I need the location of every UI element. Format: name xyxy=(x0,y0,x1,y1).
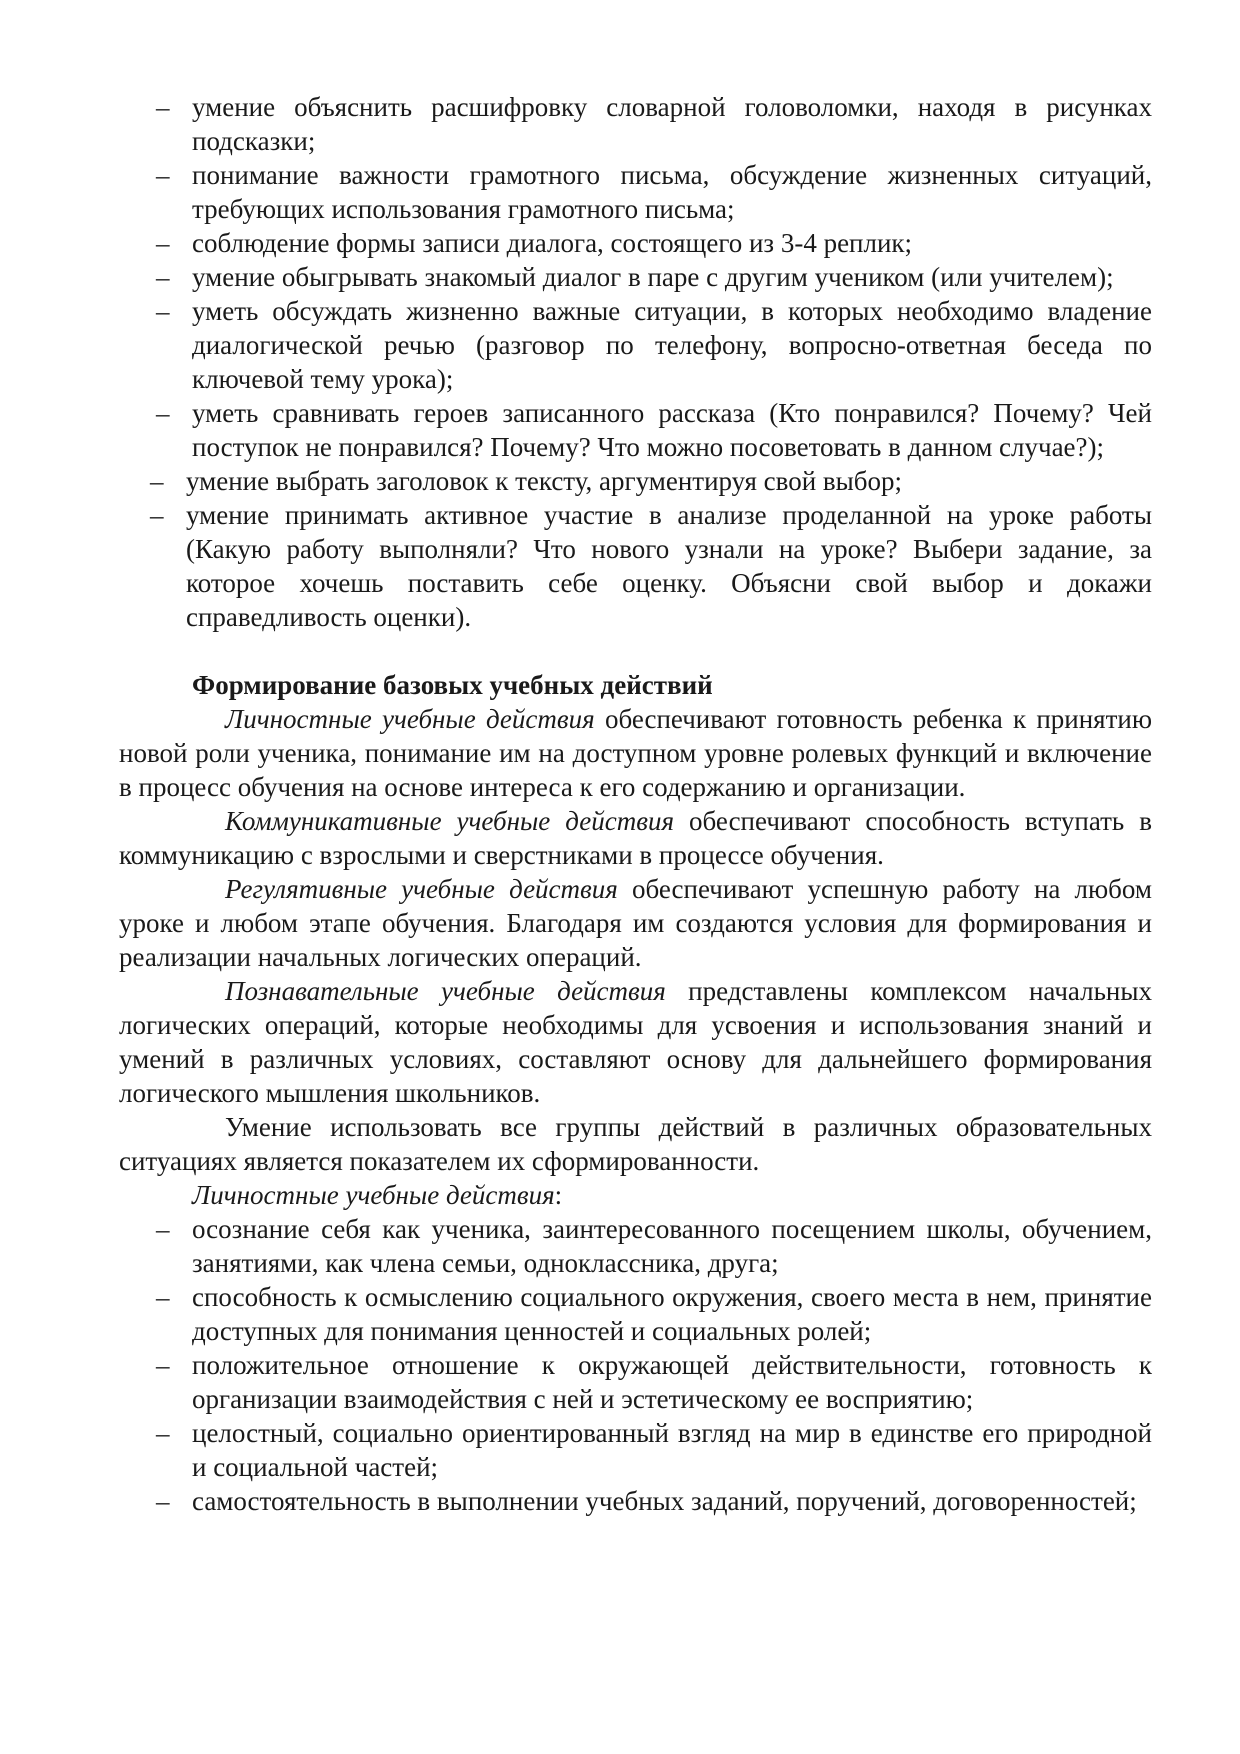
list-item xyxy=(119,396,1152,464)
paragraph-personal xyxy=(119,702,1152,804)
dash-marker: – xyxy=(156,1486,170,1516)
list-item-text: самостоятельность в выполнении учебных заданий, поручений, договоренностей; xyxy=(192,1486,1137,1516)
list-item xyxy=(119,464,1152,498)
list-item xyxy=(119,1280,1152,1348)
list-item xyxy=(119,498,1152,634)
paragraph-body: обеспечивают способность вступать в коммуникацию с взрослыми и сверстниками в процессе обучения. xyxy=(119,806,1153,870)
dash-marker: – xyxy=(156,296,170,326)
list-item xyxy=(119,1212,1152,1280)
paragraph-regulatory xyxy=(119,872,1152,974)
list-item-text: соблюдение формы записи диалога, состоящего из 3-4 реплик; xyxy=(192,228,913,258)
list-item-text: умение принимать активное участие в анализе проделанной на уроке работы (Какую работу выполняли? Что нового узнали на уроке? Выбери задание, за которое хочешь поставить себе оценку. Объясни свой выбор и докажи справедливость оценки). xyxy=(186,500,1152,632)
personal-actions-label-text: Личностные учебные действия xyxy=(192,1180,555,1210)
list-item xyxy=(119,260,1152,294)
paragraph-lead: Регулятивные учебные действия xyxy=(225,874,618,904)
dash-marker: – xyxy=(156,228,170,258)
list-item-text: уметь сравнивать героев записанного рассказа (Кто понравился? Почему? Чей поступок не понравился? Почему? Что можно посоветовать в данном случае?); xyxy=(192,398,1152,462)
dash-marker: – xyxy=(156,262,170,292)
dash-marker: – xyxy=(156,1418,170,1448)
personal-actions-colon: : xyxy=(554,1180,563,1210)
list-item-text: умение обыгрывать знакомый диалог в паре с другим учеником (или учителем); xyxy=(192,262,1114,292)
dash-marker: – xyxy=(156,160,170,190)
dash-marker: – xyxy=(150,466,164,496)
list-item xyxy=(119,1484,1152,1518)
paragraph-communicative xyxy=(119,804,1152,872)
dash-marker: – xyxy=(156,398,170,428)
list-item-text: уметь обсуждать жизненно важные ситуации, в которых необходимо владение диалогической речью (разговор по телефону, вопросно-ответная беседа по ключевой тему урока); xyxy=(192,296,1152,394)
list-item-text: способность к осмыслению социального окружения, своего места в нем, принятие доступных для понимания ценностей и социальных ролей; xyxy=(192,1282,1152,1346)
paragraph-body: Умение использовать все группы действий в различных образовательных ситуациях является показателем их сформированности. xyxy=(119,1112,1152,1176)
list-item-text: понимание важности грамотного письма, обсуждение жизненных ситуаций, требующих использования грамотного письма; xyxy=(192,160,1152,224)
dash-marker: – xyxy=(156,1282,170,1312)
paragraph-body: обеспечивают успешную работу на любом уроке и любом этапе обучения. Благодаря им создаются условия для формирования и реализации начальных логических операций. xyxy=(119,874,1152,972)
list-item xyxy=(119,158,1152,226)
list-item xyxy=(119,294,1152,396)
personal-actions-label xyxy=(119,1178,1152,1212)
personal-actions-list xyxy=(119,1212,1152,1518)
dash-marker: – xyxy=(156,1214,170,1244)
list-item-text: целостный, социально ориентированный взгляд на мир в единстве его природной и социальной частей; xyxy=(192,1418,1152,1482)
paragraph-cognitive xyxy=(119,974,1152,1110)
paragraph-body: представлены комплексом начальных логических операций, которые необходимы для усвоения и использования знаний и умений в различных условиях, составляют основу для дальнейшего формирования логического мышления школьников. xyxy=(119,976,1153,1108)
dash-marker: – xyxy=(156,92,170,122)
section-heading: Формирование базовых учебных действий xyxy=(192,670,713,700)
dash-marker: – xyxy=(150,500,164,530)
paragraph-lead: Коммуникативные учебные действия xyxy=(225,806,675,836)
paragraph-body: обеспечивают готовность ребенка к принятию новой роли ученика, понимание им на доступном уровне ролевых функций и включение в процесс обучения на основе интереса к его содержанию и организации. xyxy=(119,704,1153,802)
dash-marker: – xyxy=(156,1350,170,1380)
paragraph-lead: Познавательные учебные действия xyxy=(225,976,666,1006)
list-item-text: умение выбрать заголовок к тексту, аргументируя свой выбор; xyxy=(186,466,903,496)
skills-list xyxy=(119,90,1152,634)
list-item-text: осознание себя как ученика, заинтересованного посещением школы, обучением, занятиями, как члена семьи, одноклассника, друга; xyxy=(192,1214,1152,1278)
list-item xyxy=(119,226,1152,260)
list-item-text: умение объяснить расшифровку словарной головоломки, находя в рисунках подсказки; xyxy=(192,92,1152,156)
list-item-text: положительное отношение к окружающей действительности, готовность к организации взаимодействия с ней и эстетическому ее восприятию; xyxy=(192,1350,1152,1414)
list-item xyxy=(119,1348,1152,1416)
list-item xyxy=(119,90,1152,158)
list-item xyxy=(119,1416,1152,1484)
paragraph-summary xyxy=(119,1110,1152,1178)
paragraph-lead: Личностные учебные действия xyxy=(225,704,595,734)
